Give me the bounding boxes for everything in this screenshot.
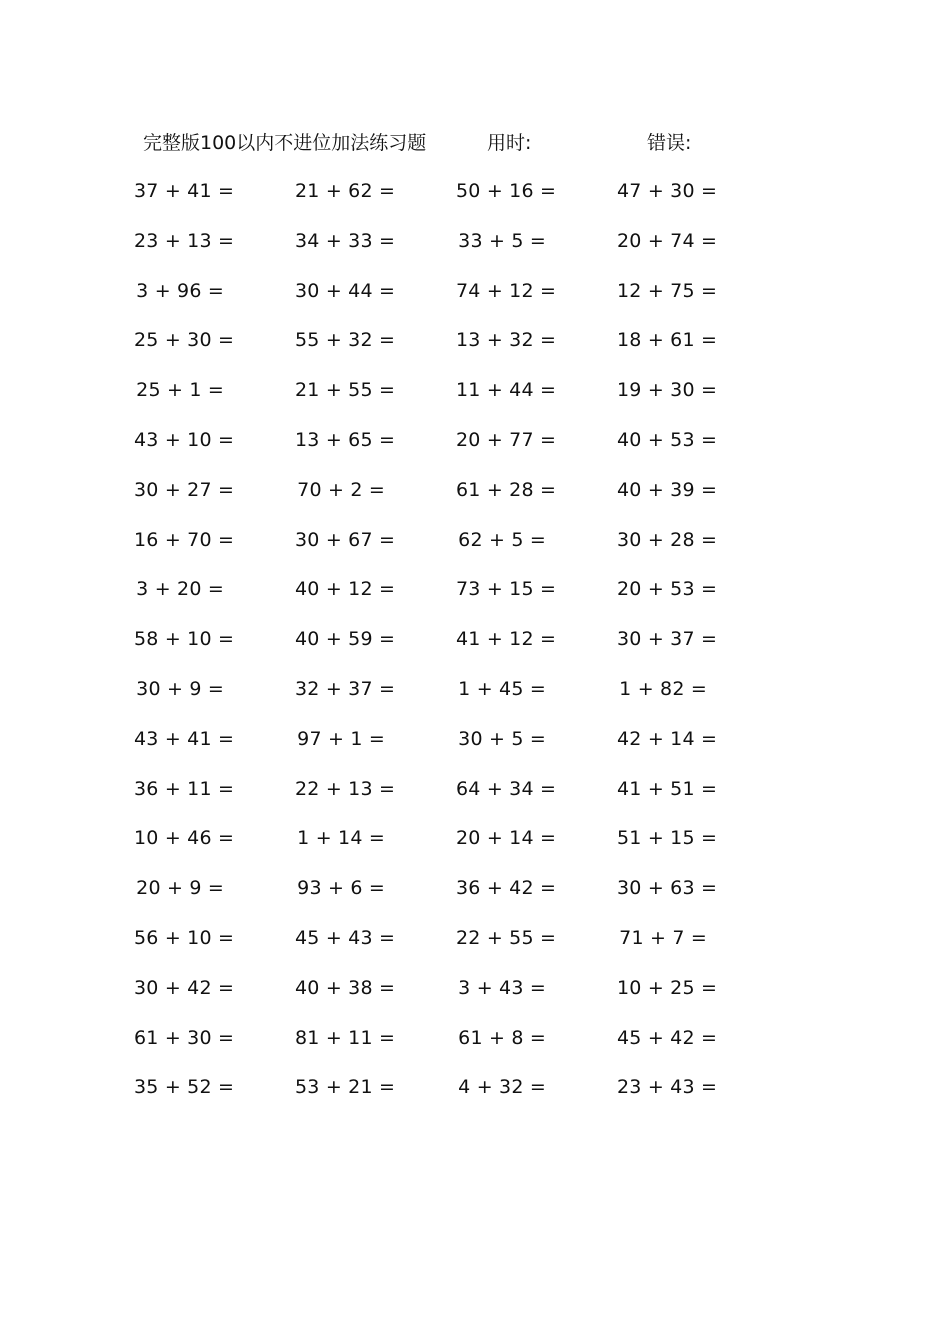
addition-problem: 30 + 63 = — [617, 877, 718, 900]
addition-problem: 20 + 14 = — [456, 827, 557, 850]
addition-problem: 43 + 10 = — [134, 428, 235, 451]
addition-problem: 30 + 37 = — [617, 628, 718, 651]
problem-row — [0, 325, 950, 375]
problem-row — [0, 1023, 950, 1073]
problem-row — [0, 574, 950, 624]
addition-problem: 21 + 55 = — [295, 379, 396, 402]
addition-problem: 42 + 14 = — [617, 727, 718, 750]
problem-row — [0, 226, 950, 276]
problem-row — [0, 823, 950, 873]
addition-problem: 45 + 43 = — [295, 926, 396, 949]
problem-row — [0, 425, 950, 475]
addition-problem: 74 + 12 = — [456, 279, 557, 302]
addition-problem: 36 + 11 = — [134, 777, 235, 800]
addition-problem: 58 + 10 = — [134, 628, 235, 651]
addition-problem: 25 + 1 = — [136, 379, 224, 402]
addition-problem: 56 + 10 = — [134, 926, 235, 949]
addition-problem: 21 + 62 = — [295, 180, 396, 202]
addition-problem: 30 + 27 = — [134, 478, 235, 501]
problem-row — [0, 724, 950, 774]
addition-problem: 19 + 30 = — [617, 379, 718, 402]
worksheet-title: 完整版100以内不进位加法练习题 — [143, 132, 427, 154]
addition-problem: 30 + 42 = — [134, 976, 235, 999]
addition-problem: 40 + 53 = — [617, 428, 718, 451]
problem-row — [0, 774, 950, 824]
addition-problem: 23 + 13 = — [134, 229, 235, 252]
problem-row — [0, 873, 950, 923]
addition-problem: 30 + 28 = — [617, 528, 718, 551]
addition-problem: 43 + 41 = — [134, 727, 235, 750]
addition-problem: 11 + 44 = — [456, 379, 557, 402]
addition-problem: 13 + 65 = — [295, 428, 396, 451]
addition-problem: 40 + 12 = — [295, 578, 396, 601]
problem-row — [0, 176, 950, 226]
addition-problem: 10 + 46 = — [134, 827, 235, 850]
addition-problem: 33 + 5 = — [458, 229, 546, 252]
addition-problem: 30 + 5 = — [458, 727, 546, 750]
addition-problem: 93 + 6 = — [297, 877, 385, 900]
addition-problem: 45 + 42 = — [617, 1026, 718, 1049]
addition-problem: 22 + 55 = — [456, 926, 557, 949]
addition-problem: 32 + 37 = — [295, 677, 396, 700]
addition-problem: 20 + 74 = — [617, 229, 718, 252]
addition-problem: 22 + 13 = — [295, 777, 396, 800]
addition-problem: 30 + 67 = — [295, 528, 396, 551]
addition-problem: 20 + 77 = — [456, 428, 557, 451]
addition-problem: 23 + 43 = — [617, 1076, 718, 1099]
problem-row — [0, 375, 950, 425]
problem-row — [0, 276, 950, 326]
addition-problem: 61 + 30 = — [134, 1026, 235, 1049]
addition-problem: 97 + 1 = — [297, 727, 385, 750]
addition-problem: 40 + 59 = — [295, 628, 396, 651]
addition-problem: 35 + 52 = — [134, 1076, 235, 1099]
problem-row — [0, 923, 950, 973]
time-used-label: 用时: — [487, 132, 532, 154]
addition-problem: 20 + 53 = — [617, 578, 718, 601]
addition-problem: 61 + 8 = — [458, 1026, 546, 1049]
addition-problem: 73 + 15 = — [456, 578, 557, 601]
addition-problem: 62 + 5 = — [458, 528, 546, 551]
addition-problem: 71 + 7 = — [619, 926, 707, 949]
problem-row — [0, 525, 950, 575]
addition-problem: 70 + 2 = — [297, 478, 385, 501]
addition-problem: 4 + 32 = — [458, 1076, 546, 1099]
addition-problem: 41 + 12 = — [456, 628, 557, 651]
problem-grid — [0, 176, 950, 1122]
addition-problem: 12 + 75 = — [617, 279, 718, 302]
problem-row — [0, 973, 950, 1023]
addition-problem: 55 + 32 = — [295, 329, 396, 352]
addition-problem: 53 + 21 = — [295, 1076, 396, 1099]
addition-problem: 40 + 39 = — [617, 478, 718, 501]
addition-problem: 37 + 41 = — [134, 180, 235, 202]
addition-problem: 20 + 9 = — [136, 877, 224, 900]
errors-label: 错误: — [647, 132, 692, 154]
addition-problem: 1 + 45 = — [458, 677, 546, 700]
addition-problem: 13 + 32 = — [456, 329, 557, 352]
addition-problem: 3 + 43 = — [458, 976, 546, 999]
addition-problem: 64 + 34 = — [456, 777, 557, 800]
addition-problem: 25 + 30 = — [134, 329, 235, 352]
worksheet-header — [0, 128, 950, 158]
addition-problem: 50 + 16 = — [456, 180, 557, 202]
problem-row — [0, 674, 950, 724]
addition-problem: 34 + 33 = — [295, 229, 396, 252]
addition-problem: 40 + 38 = — [295, 976, 396, 999]
problem-row — [0, 1072, 950, 1122]
addition-problem: 1 + 14 = — [297, 827, 385, 850]
addition-problem: 1 + 82 = — [619, 677, 707, 700]
addition-problem: 16 + 70 = — [134, 528, 235, 551]
addition-problem: 51 + 15 = — [617, 827, 718, 850]
problem-row — [0, 624, 950, 674]
addition-problem: 81 + 11 = — [295, 1026, 396, 1049]
addition-problem: 3 + 96 = — [136, 279, 224, 302]
addition-problem: 30 + 9 = — [136, 677, 224, 700]
addition-problem: 10 + 25 = — [617, 976, 718, 999]
problem-row — [0, 475, 950, 525]
addition-problem: 3 + 20 = — [136, 578, 224, 601]
addition-problem: 47 + 30 = — [617, 180, 718, 202]
addition-problem: 18 + 61 = — [617, 329, 718, 352]
addition-problem: 30 + 44 = — [295, 279, 396, 302]
addition-problem: 36 + 42 = — [456, 877, 557, 900]
addition-problem: 61 + 28 = — [456, 478, 557, 501]
addition-problem: 41 + 51 = — [617, 777, 718, 800]
